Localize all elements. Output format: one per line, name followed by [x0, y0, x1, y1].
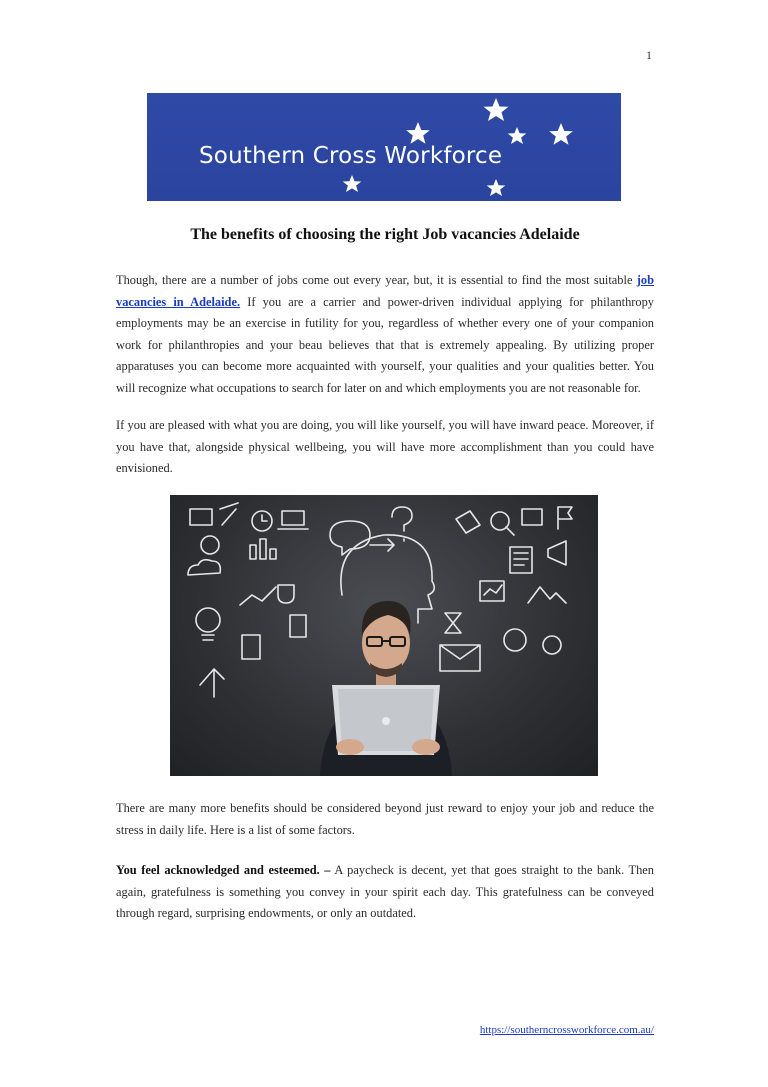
star-icon: [487, 179, 506, 196]
calculator-icon: [242, 635, 260, 659]
businessman-illustration: [170, 495, 598, 776]
paragraph-2: If you are pleased with what you are doing, you will like yourself, you will have inward peace. Moreover, if you have that, alongside physical wellbeing, you will have more accomplishment than you could have envisioned.: [116, 418, 654, 475]
gear-icon: [201, 536, 219, 554]
gear-icon: [543, 636, 561, 654]
tag-icon: [456, 511, 480, 533]
businessman-photo: [170, 495, 598, 776]
paragraph-4-text: A paycheck is decent, yet that goes straight to the bank. Then again, gratefulness is something you convey in your spirit each day. This gratefulness can be conveyed through regard, surprising endowments, or only an outdated.: [116, 863, 655, 920]
envelope-icon: [440, 645, 480, 671]
star-icon: [406, 122, 430, 144]
laptop-icon: [282, 511, 304, 525]
list-icon: [510, 547, 532, 573]
logo-text: Southern Cross Workforce: [199, 143, 503, 169]
paragraph-1-text-continued: If you are a carrier and power-driven individual applying for philanthropy employments may be an exercise in futility for you, regardless of whether every one of your companion work for philanthropies and your beau believes that that is extremely appealing. By utilizing proper apparatuses you can become more acquainted with yourself, your qualities and your qualities better. You will recognize what occupations to search for later on and which employments you are not reasonable for.: [116, 294, 654, 395]
hourglass-icon: [445, 613, 461, 633]
chart-icon: [480, 581, 504, 601]
mountain-icon: [528, 587, 566, 603]
star-icon: [549, 123, 573, 145]
paragraph-1-text: Though, there are a number of jobs come out every year, but, it is essential to find the most suitable: [116, 273, 637, 287]
idea-bulb-icon: [196, 608, 220, 632]
paragraph-1: [116, 270, 654, 399]
paragraph-4: [116, 860, 654, 925]
cloud-icon: [188, 560, 220, 575]
laptop-device: [332, 685, 440, 755]
star-icon: [343, 175, 362, 192]
lamp-icon: [200, 669, 224, 697]
star-icon: [508, 127, 527, 144]
page-number: 1: [646, 48, 652, 62]
footer-url-link[interactable]: https://southerncrossworkforce.com.au/: [479, 1024, 654, 1036]
graph-line-icon: [240, 587, 276, 605]
chart-icon: [190, 509, 212, 525]
megaphone-icon: [548, 541, 566, 565]
pencil-icon: [220, 503, 238, 525]
job-vacancies-link[interactable]: job vacancies in Adelaide.: [116, 273, 654, 309]
dollar-icon: [504, 629, 526, 651]
cup-icon: [278, 585, 294, 603]
page-title: The benefits of choosing the right Job vacancies Adelaide: [190, 226, 580, 243]
document-icon: [290, 615, 306, 637]
book-icon: [522, 509, 542, 525]
bar-chart-icon: [250, 545, 256, 559]
logo-banner: [147, 93, 621, 201]
paragraph-4-lead: You feel acknowledged and esteemed. –: [116, 863, 331, 877]
speech-bubble-icon: [330, 521, 370, 555]
star-icon: [484, 98, 509, 121]
paragraph-3: There are many more benefits should be considered beyond just reward to enjoy your job and reduce the stress in daily life. Here is a list of some factors.: [116, 801, 654, 837]
arrow-icon: [370, 539, 394, 551]
flag-icon: [558, 507, 572, 529]
